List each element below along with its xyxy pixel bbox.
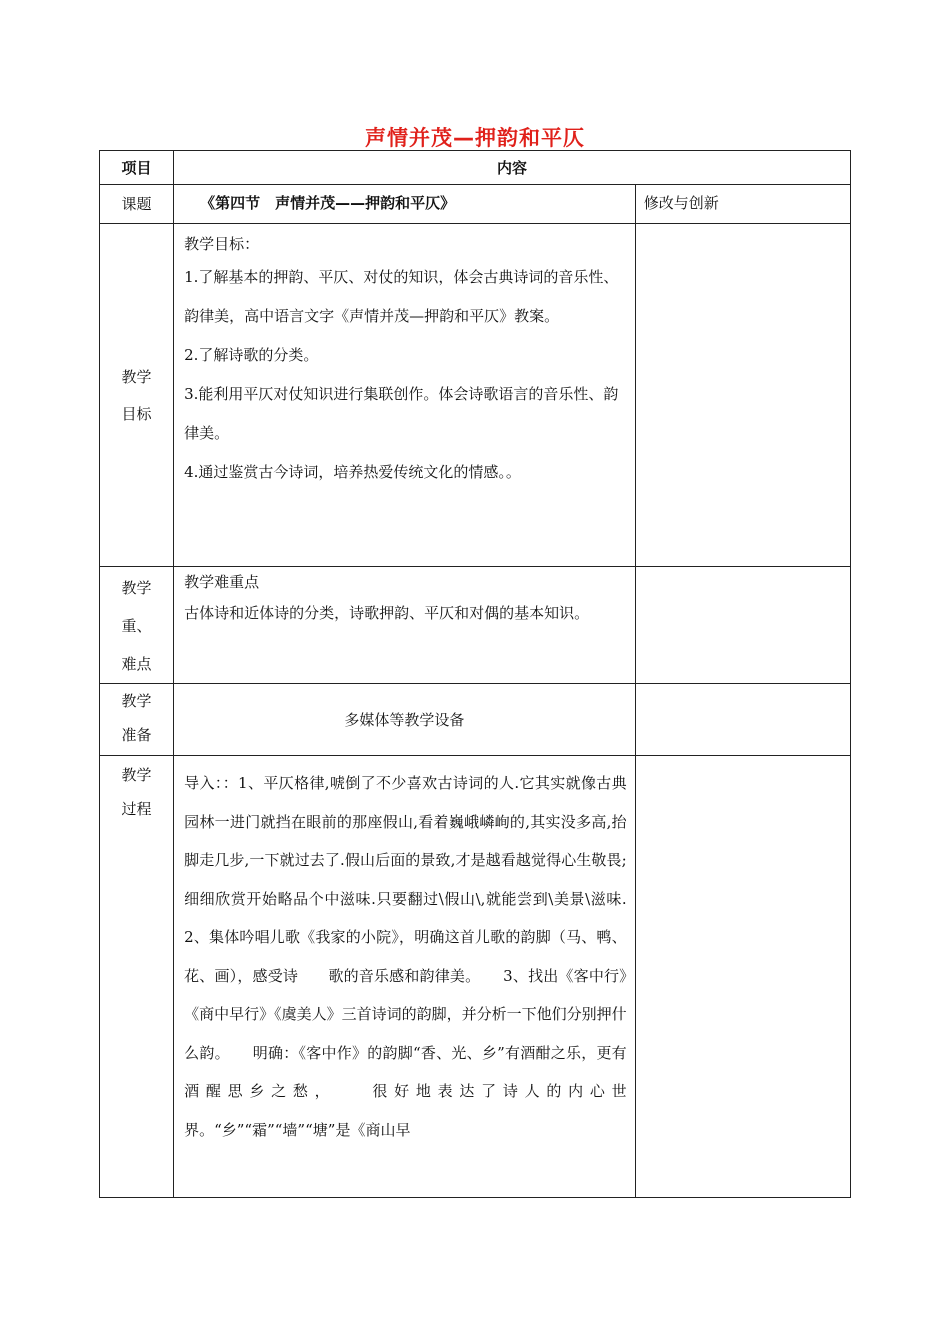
goals-label — [100, 224, 174, 567]
focus-row — [100, 567, 851, 684]
goals-heading: 教学目标： — [184, 235, 260, 253]
page-title: 声情并茂—押韵和平仄 — [365, 126, 585, 150]
prep-content: 多媒体等教学设备 — [174, 684, 636, 756]
process-content: 导入：：1、平仄格律,唬倒了不少喜欢古诗词的人.它其实就像古典园林一进门就挡在眼前的那座假山,看着巍峨嶙峋的,其实没多高,抬脚走几步,一下就过去了.假山后面的景致,才是越看越觉得心生敬畏;细细欣赏开始略品个中滋味.只要翻过\假山\,就能尝到\美景\滋味. 2、集体吟唱儿歌《我家的小院》，明确这首儿歌的韵脚（马、鸭、花、画），感受诗 歌的音乐感和韵律美。 3、找出《客中行》《商中早行》《虞美人》三首诗词的韵脚，并分析一下他们分别押什么韵。 明确：《客中作》的韵脚“香、光、乡”有酒酣之乐，更有酒醒思乡之愁， 很好地表达了诗人的内心世界。“乡”“霜”“墙”“塘”是《商山早 — [174, 756, 636, 1198]
goal-item-2: 2.了解诗歌的分类。 — [184, 346, 319, 364]
process-label-line1: 教学 — [121, 766, 152, 784]
focus-text: 古体诗和近体诗的分类，诗歌押韵、平仄和对偶的基本知识。 — [184, 604, 590, 622]
focus-content — [174, 567, 636, 684]
focus-label-line3: 难点 — [121, 655, 152, 673]
modify-innovate-label: 修改与创新 — [635, 185, 850, 224]
prep-label — [100, 684, 174, 756]
focus-label-line1: 教学 — [121, 579, 152, 597]
process-label — [100, 756, 174, 1198]
focus-label — [100, 567, 174, 684]
goal-item-4: 4.通过鉴赏古今诗词，培养热爱传统文化的情感。。 — [184, 463, 521, 481]
process-label-line2: 过程 — [121, 800, 152, 818]
goals-label-line2: 目标 — [121, 405, 152, 423]
process-notes — [635, 756, 850, 1198]
goals-label-line1: 教学 — [121, 368, 152, 386]
focus-notes — [635, 567, 850, 684]
header-item: 项目 — [100, 151, 174, 185]
topic-row — [100, 185, 851, 224]
focus-label-line2: 重、 — [121, 617, 152, 635]
topic-label: 课题 — [100, 185, 174, 224]
prep-label-line2: 准备 — [121, 726, 152, 744]
topic-value: 《第四节 声情并茂——押韵和平仄》 — [174, 185, 636, 224]
header-row — [100, 151, 851, 185]
goals-row — [100, 224, 851, 567]
header-content: 内容 — [174, 151, 851, 185]
focus-heading: 教学难重点 — [184, 573, 260, 591]
prep-notes — [635, 684, 850, 756]
goals-content — [174, 224, 636, 567]
goals-notes — [635, 224, 850, 567]
process-row — [100, 756, 851, 1198]
prep-label-line1: 教学 — [121, 692, 152, 710]
lesson-plan-table — [99, 150, 851, 1198]
prep-row — [100, 684, 851, 756]
goal-item-1: 1.了解基本的押韵、平仄、对仗的知识，体会古典诗词的音乐性、韵律美，高中语言文字《声情并茂—押韵和平仄》教案。 — [184, 268, 619, 325]
goal-item-3: 3.能利用平仄对仗知识进行集联创作。体会诗歌语言的音乐性、韵律美。 — [184, 385, 619, 442]
